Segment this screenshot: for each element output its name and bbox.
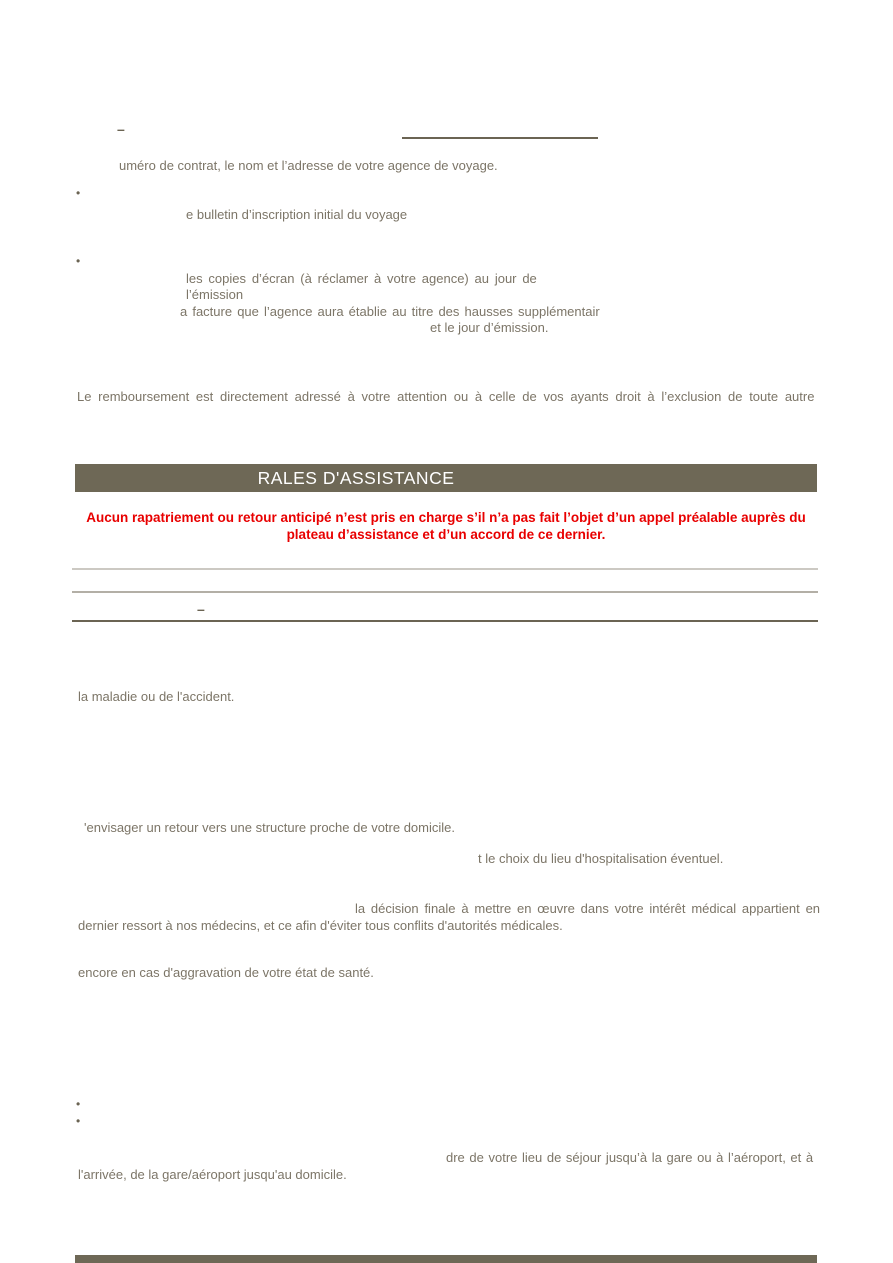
bullet-icon: • <box>76 254 81 268</box>
transport-line-2: l'arrivée, de la gare/aéroport jusqu'au domicile. <box>78 1167 347 1182</box>
section-divider-light-1 <box>72 568 818 570</box>
bullet-icon: • <box>76 1114 81 1128</box>
bullet-icon: • <box>76 186 81 200</box>
assistance-section-header-bar <box>75 464 817 492</box>
medical-decision-line-1: la décision finale à mettre en œuvre dans votre intérêt médical appartient en <box>355 901 821 916</box>
hospital-choice-line: t le choix du lieu d'hospitalisation éventuel. <box>478 851 724 866</box>
emission-line: et le jour d’émission. <box>430 320 549 335</box>
medical-decision-line-2: dernier ressort à nos médecins, et ce afin d'éviter tous conflits d'autorités médicales. <box>78 918 563 933</box>
screens-line-2: l’émission <box>186 287 244 302</box>
assistance-warning-line-2: plateau d’assistance et d’un accord de ce dernier. <box>286 527 606 542</box>
list-dash: – <box>117 121 125 137</box>
assistance-warning-line-1: Aucun rapatriement ou retour anticipé n’est pris en charge s’il n’a pas fait l’objet d’un appel préalable auprès du <box>86 510 806 525</box>
screens-line-1: les copies d’écran (à réclamer à votre agence) au jour de <box>186 271 537 286</box>
section-divider-light-2 <box>72 591 818 593</box>
fill-in-underline <box>402 137 598 139</box>
invoice-line: a facture que l’agence aura établie au titre des hausses supplémentair <box>180 304 600 319</box>
return-home-line: 'envisager un retour vers une structure proche de votre domicile. <box>84 820 456 835</box>
bullet-icon: • <box>76 1097 81 1111</box>
contract-info-line: uméro de contrat, le nom et l’adresse de votre agence de voyage. <box>119 158 498 173</box>
illness-line: la maladie ou de l'accident. <box>78 689 235 704</box>
refund-recipient-line: Le remboursement est directement adressé à votre attention ou à celle de vos ayants droit à l’exclusion de toute autre <box>77 389 815 404</box>
next-section-header-bar-cut <box>75 1255 817 1263</box>
bulletin-line: e bulletin d’inscription initial du voyage <box>186 207 408 222</box>
aggravation-line: encore en cas d'aggravation de votre état de santé. <box>78 965 374 980</box>
subsection-dash: – <box>197 601 205 617</box>
assistance-section-title: RALES D'ASSISTANCE <box>257 468 455 488</box>
section-divider-dark <box>72 620 818 622</box>
transport-line-1: dre de votre lieu de séjour jusqu’à la gare ou à l’aéroport, et à <box>446 1150 814 1165</box>
